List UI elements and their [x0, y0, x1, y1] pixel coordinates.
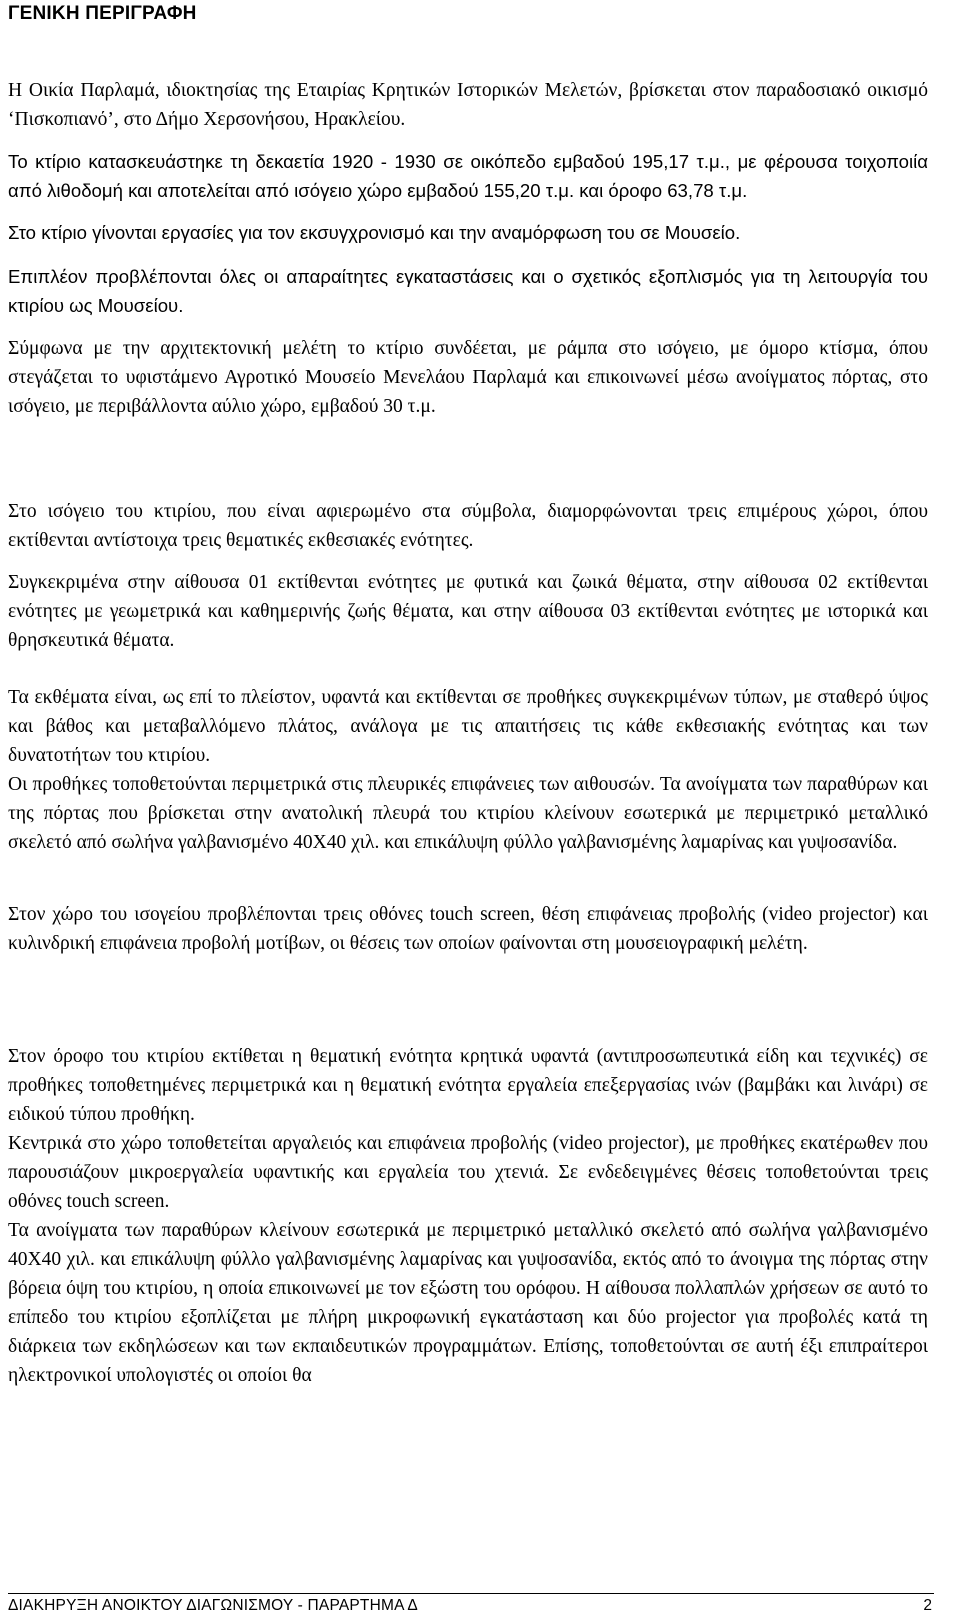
paragraph-works: Στο κτίριο γίνονται εργασίες για τον εκσυγχρονισμό και την αναμόρφωση του σε Μουσείο. — [8, 222, 741, 243]
paragraph-architecture: Σύμφωνα με την αρχιτεκτονική μελέτη το κτίριο συνδέεται, με ράμπα στο ισόγειο, με όμορο κτίσμα, όπου στεγάζεται το υφιστάμενο Αγροτικό Μουσείο Μενελάου Παρλαμά και επικοινωνεί μέσω ανοίγματος πόρτας, στο ισόγειο, με περιβάλλοντα αύλιο χώρο, εμβαδού 30 τ.μ. — [8, 338, 928, 417]
paragraph-installations: Επιπλέον προβλέπονται όλες οι απαραίτητες εγκαταστάσεις και ο σχετικός εξοπλισμός για τη λειτουργία του κτιρίου ως Μουσείου. — [8, 266, 928, 316]
page-number: 2 — [923, 1597, 932, 1614]
paragraph-upper-floor: Στον όροφο του κτιρίου εκτίθεται η θεματική ενότητα κρητικά υφαντά (αντιπροσωπευτικά είδη και τεχνικές) σε προθήκες τοποθετημένες περιμετρικά και η θεματική ενότητα εργαλεία επεξεργασίας ινών (βαμβάκι και λινάρι) σε ειδικού τύπου προθήκη. — [8, 1046, 928, 1125]
footer-title: ΔΙΑΚΗΡΥΞΗ ΑΝΟΙΚΤΟΥ ΔΙΑΓΩΝΙΣΜΟΥ - ΠΑΡΑΡΤΗΜΑ Δ — [8, 1597, 418, 1614]
paragraph-windows: Τα ανοίγματα των παραθύρων κλείνουν εσωτερικά με περιμετρικό μεταλλικό σκελετό από σωλήνα γαλβανισμένο 40Χ40 χιλ. και επικάλυψη φύλλο γαλβανισμένης λαμαρίνας και γυψοσανίδα, εκτός από το άνοιγμα της πόρτας στην βόρεια όψη του κτιρίου, η οποία επικοινωνεί με τον εξώστη του ορόφου. Η αίθουσα πολλαπλών χρήσεων σε αυτό το επίπεδο του κτιρίου εξοπλίζεται με πλήρη μικροφωνική εγκατάσταση και δύο projector για προβολές κατά τη διάρκεια των εκδηλώσεων και των εκπαιδευτικών προγραμμάτων. Επίσης, τοποθετούνται σε αυτή έξι επιπραίτεροι ηλεκτρονικοί υπολογιστές οι οποίοι θα — [8, 1220, 928, 1386]
paragraph-showcases: Οι προθήκες τοποθετούνται περιμετρικά στις πλευρικές επιφάνειες των αιθουσών. Τα ανοίγματα των παραθύρων και της πόρτας που βρίσκεται στην ανατολική πλευρά του κτιρίου κλείνουν εσωτερικά με περιμετρικό μεταλλικό σκελετό από σωλήνα γαλβανισμένο 40Χ40 χιλ. και επικάλυψη φύλλο γαλβανισμένης λαμαρίνας και γυψοσανίδα. — [8, 774, 928, 853]
paragraph-intro: Η Οικία Παρλαμά, ιδιοκτησίας της Εταιρίας Κρητικών Ιστορικών Μελετών, βρίσκεται στον παραδοσιακό οικισμό ‘Πισκοπιανό’, στο Δήμο Χερσονήσου, Ηρακλείου. — [8, 80, 928, 130]
section-heading: ΓΕΝΙΚΗ ΠΕΡΙΓΡΑΦΗ — [8, 3, 197, 24]
paragraph-rooms: Συγκεκριμένα στην αίθουσα 01 εκτίθενται ενότητες με φυτικά και ζωικά θέματα, στην αίθουσα 02 εκτίθενται ενότητες με γεωμετρικά και καθημερινής ζωής θέματα, και στην αίθουσα 03 εκτίθενται ενότητες με ιστορικά και θρησκευτικά θέματα. — [8, 572, 928, 651]
footer-divider — [8, 1593, 934, 1594]
paragraph-loom: Κεντρικά στο χώρο τοποθετείται αργαλειός και επιφάνεια προβολής (video projector), με προθήκες εκατέρωθεν που παρουσιάζουν μικροεργαλεία υφαντικής και εργαλεία του χτενιά. Σε ενδεδειγμένες θέσεις τοποθετούνται τρεις οθόνες touch screen. — [8, 1133, 928, 1212]
paragraph-exhibits: Τα εκθέματα είναι, ως επί το πλείστον, υφαντά και εκτίθενται σε προθήκες συγκεκριμένων τύπων, με σταθερό ύψος και βάθος και μεταβαλλόμενο πλάτος, ανάλογα με τις απαιτήσεις τις κάθε εκθεσιακής ενότητας και των δυνατοτήτων του κτιρίου. — [8, 687, 928, 766]
paragraph-touch-screens: Στον χώρο του ισογείου προβλέπονται τρεις οθόνες touch screen, θέση επιφάνειας προβολής (video projector) και κυλινδρική επιφάνεια προβολή μοτίβων, οι θέσεις των οποίων φαίνονται στη μουσειογραφική μελέτη. — [8, 904, 928, 954]
paragraph-ground-floor: Στο ισόγειο του κτιρίου, που είναι αφιερωμένο στα σύμβολα, διαμορφώνονται τρεις επιμέρους χώροι, όπου εκτίθενται αντίστοιχα τρεις θεματικές εκθεσιακές ενότητες. — [8, 501, 928, 551]
paragraph-construction: Το κτίριο κατασκευάστηκε τη δεκαετία 1920 - 1930 σε οικόπεδο εμβαδού 195,17 τ.μ., με φέρουσα τοιχοποιία από λιθοδομή και αποτελείται από ισόγειο χώρο εμβαδού 155,20 τ.μ. και όροφο 63,78 τ.μ. — [8, 151, 928, 201]
